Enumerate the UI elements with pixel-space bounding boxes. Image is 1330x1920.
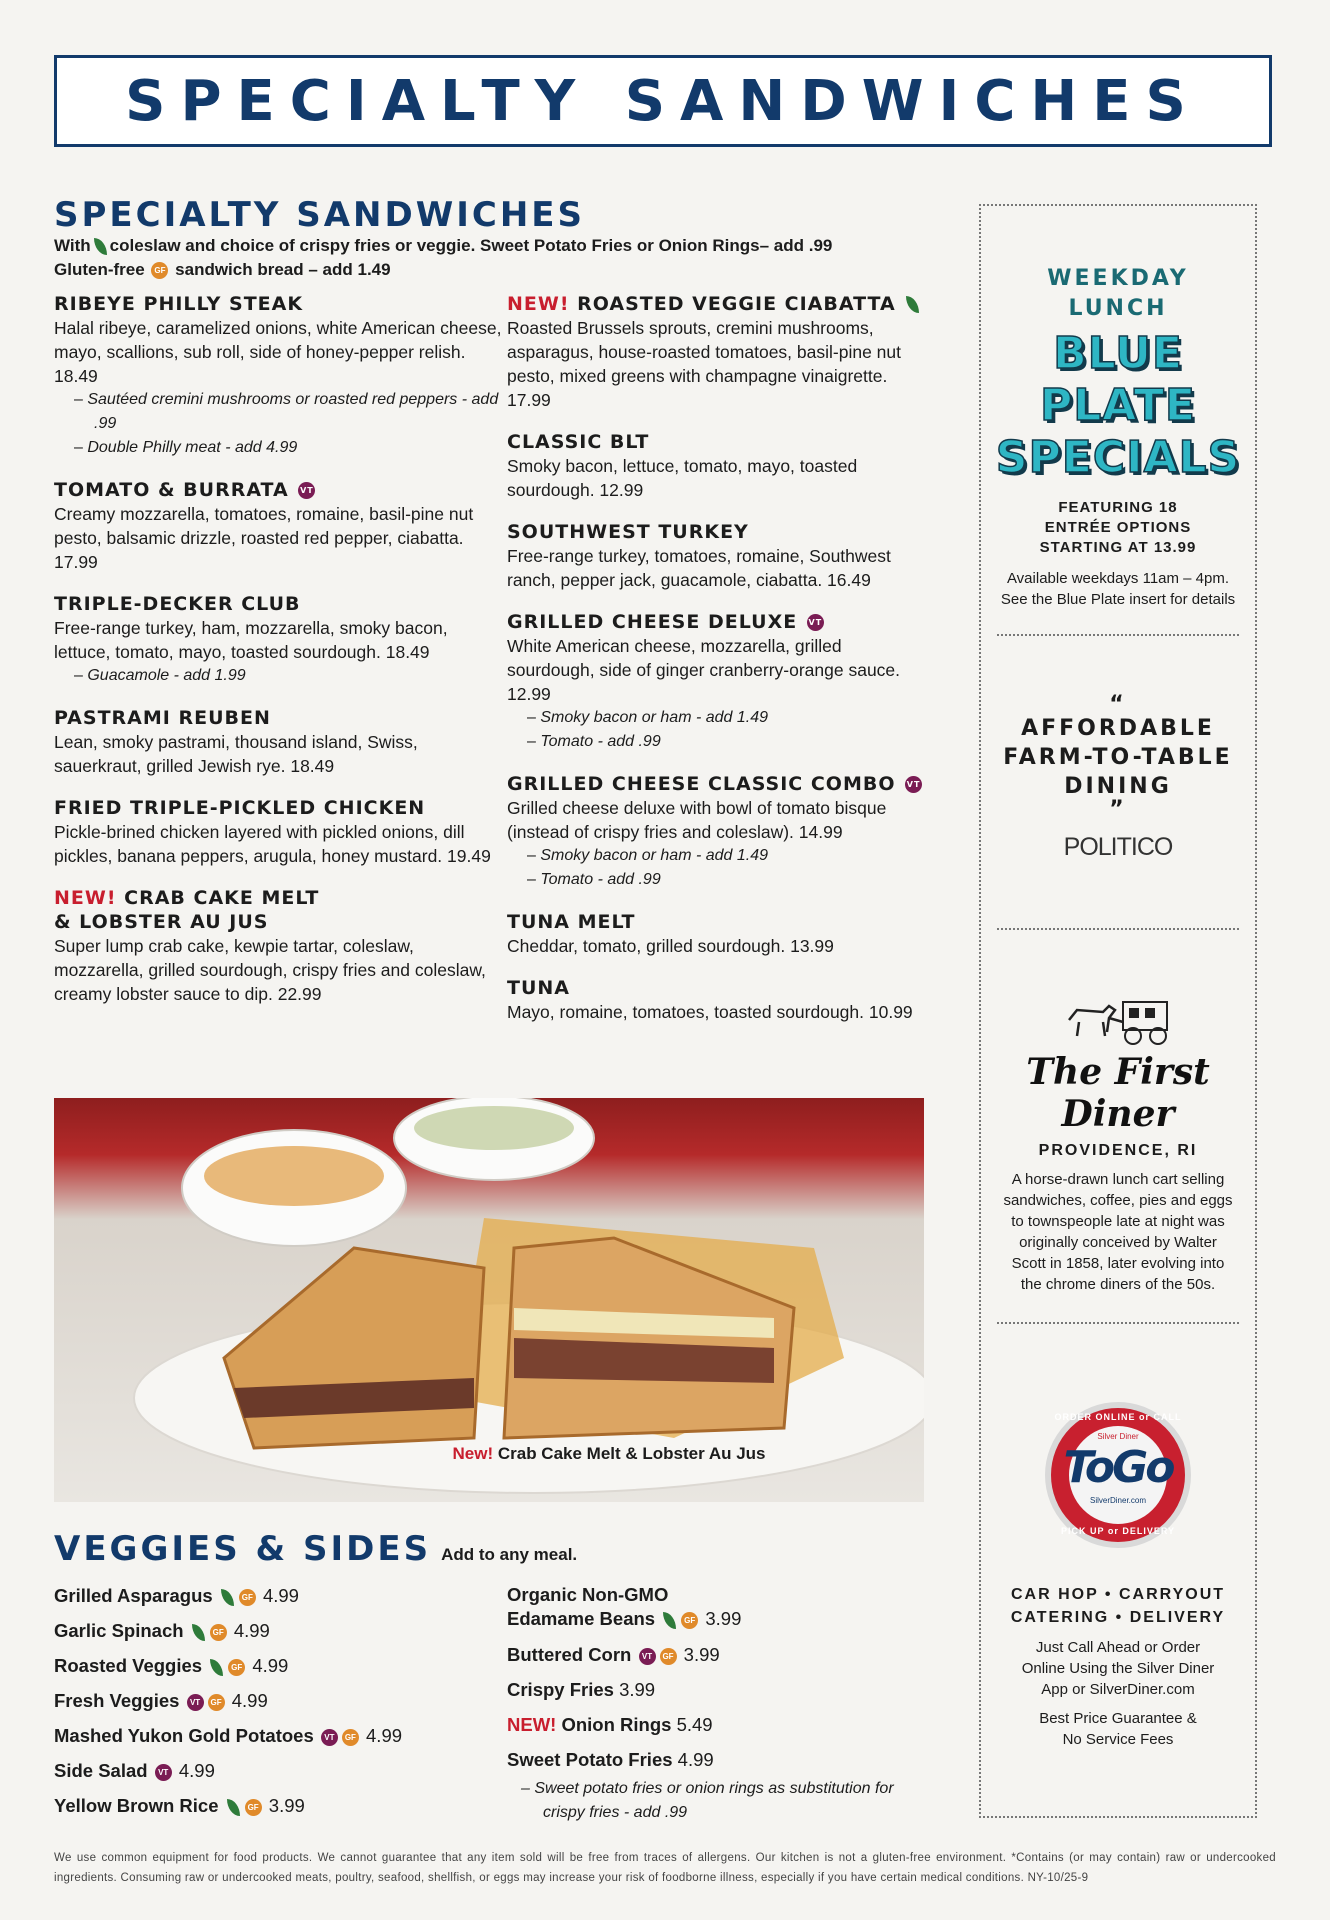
item-name: TOMATO & BURRATA: [54, 479, 289, 501]
menu-item: [54, 478, 507, 574]
quote-text: DINING: [1064, 774, 1172, 799]
side-price: 4.99: [252, 1655, 289, 1676]
quote-panel: [981, 692, 1255, 862]
sandwich-photo-illustration: [54, 1098, 924, 1502]
item-description: Grilled cheese deluxe with bowl of tomato bisque (instead of crispy fries and coleslaw). 14.99: [507, 798, 887, 842]
side-price: 4.99: [262, 1585, 299, 1606]
side-price: 4.99: [677, 1749, 714, 1770]
new-tag: NEW!: [507, 1714, 557, 1735]
item-description: Mayo, romaine, tomatoes, toasted sourdough. 10.99: [507, 1002, 913, 1022]
services-line: CATERING • DELIVERY: [1010, 1609, 1226, 1626]
item-option: – Smoky bacon or ham - add 1.49: [527, 844, 930, 868]
lunch-label: LUNCH: [1068, 296, 1168, 321]
item-option: – Smoky bacon or ham - add 1.49: [527, 706, 930, 730]
togo-logo: [1045, 1402, 1191, 1548]
intro-text: sandwich bread – add 1.49: [175, 260, 391, 279]
horse-cart-icon: [1063, 996, 1173, 1046]
order-text: App or SilverDiner.com: [1041, 1681, 1195, 1698]
togo-ring-text: PICK UP or DELIVERY: [1060, 1526, 1176, 1536]
availability-text: See the Blue Plate insert for details: [1000, 591, 1236, 608]
side-item: [54, 1753, 507, 1788]
side-name: Organic Non-GMO: [507, 1584, 669, 1605]
sidebar: [979, 204, 1257, 1818]
side-price: 4.99: [178, 1760, 215, 1781]
guarantee-text: Best Price Guarantee &: [1039, 1710, 1197, 1727]
divider: [997, 928, 1239, 930]
item-title: [507, 610, 930, 634]
menu-item: [54, 886, 507, 1006]
photo-caption: [54, 1444, 924, 1464]
item-name: SOUTHWEST TURKEY: [507, 521, 749, 543]
side-item: [507, 1637, 930, 1672]
sides-section: [54, 1530, 930, 1825]
section-title: SPECIALTY SANDWICHES: [54, 195, 585, 235]
specialty-section: [54, 196, 930, 1042]
politico-logo: POLITICO: [1063, 833, 1173, 861]
location-label: PROVIDENCE, RI: [1038, 1142, 1198, 1159]
divider: [997, 1322, 1239, 1324]
vegetarian-icon: VT: [187, 1694, 204, 1711]
menu-item: [54, 796, 507, 868]
side-item: [54, 1788, 507, 1823]
side-price: 3.99: [268, 1795, 305, 1816]
menu-item: [507, 976, 930, 1024]
vegan-leaf-icon: [906, 296, 919, 313]
divider: [997, 634, 1239, 636]
side-name: Fresh Veggies: [54, 1690, 180, 1711]
featuring-line: ENTRÉE OPTIONS: [1044, 519, 1192, 536]
side-name: Garlic Spinach: [54, 1620, 184, 1641]
side-name: Onion Rings: [561, 1714, 672, 1735]
sandwich-half-shape: [224, 1248, 484, 1448]
vegetarian-icon: VT: [639, 1648, 656, 1665]
section-title: VEGGIES & SIDES: [54, 1529, 432, 1569]
togo-brand: Silver Diner: [1097, 1432, 1139, 1441]
gluten-free-icon: GF: [228, 1659, 245, 1676]
side-price: 5.49: [676, 1714, 713, 1735]
new-tag: NEW!: [507, 293, 570, 315]
menu-item: [507, 292, 930, 412]
side-item: [54, 1683, 507, 1718]
item-description: Lean, smoky pastrami, thousand island, Swiss, sauerkraut, grilled Jewish rye. 18.49: [54, 732, 418, 776]
side-price: 4.99: [231, 1690, 268, 1711]
item-option: – Tomato - add .99: [527, 730, 930, 754]
side-item: [54, 1718, 507, 1753]
menu-item: [54, 292, 507, 460]
vegan-leaf-icon: [192, 1624, 205, 1641]
side-item: [507, 1707, 930, 1742]
featuring-line: STARTING AT 13.99: [1039, 539, 1197, 556]
menu-item: [507, 772, 930, 892]
menu-item: [507, 910, 930, 958]
item-description: Roasted Brussels sprouts, cremini mushrooms, asparagus, house-roasted tomatoes, basil-pine nut pesto, mixed greens with champagne vinaigrette. 17.99: [507, 318, 901, 410]
vegetarian-icon: VT: [155, 1764, 172, 1781]
order-text: Online Using the Silver Diner: [1021, 1660, 1215, 1677]
item-description: Cheddar, tomato, grilled sourdough. 13.99: [507, 936, 834, 956]
guarantee-text: No Service Fees: [1062, 1731, 1174, 1748]
side-price: 3.99: [683, 1644, 720, 1665]
togo-panel: [981, 1402, 1255, 1750]
side-name: Yellow Brown Rice: [54, 1795, 219, 1816]
item-option: – Guacamole - add 1.99: [74, 664, 507, 688]
item-name: GRILLED CHEESE DELUXE: [507, 611, 798, 633]
menu-item: [507, 430, 930, 502]
item-title: [507, 292, 930, 316]
item-title: [507, 772, 930, 796]
vegetarian-icon: VT: [905, 776, 922, 793]
allergen-disclaimer: We use common equipment for food products. We cannot guarantee that any item sold will be free from traces of allergens. Our kitchen is not a gluten-free environment. *Contains (or may contain) raw or undercooked ingredients. Consuming raw or undercooked meats, poultry, seafood, shellfish, or eggs may increase your risk of foodborne illness, especially if you have certain medical conditions. NY-10/25-9: [54, 1852, 1276, 1884]
gluten-free-icon: GF: [208, 1694, 225, 1711]
vegetarian-icon: VT: [321, 1729, 338, 1746]
section-intro: [54, 234, 930, 282]
item-name: CRAB CAKE MELT: [124, 887, 320, 909]
item-name: GRILLED CHEESE CLASSIC COMBO: [507, 773, 896, 795]
vegan-leaf-icon: [221, 1589, 234, 1606]
side-name: Edamame Beans: [507, 1608, 656, 1629]
quote-text: FARM-TO-TABLE: [1003, 745, 1233, 770]
togo-ring-text: ORDER ONLINE or CALL: [1054, 1412, 1182, 1422]
gluten-free-icon: GF: [210, 1624, 227, 1641]
side-name: Buttered Corn: [507, 1644, 632, 1665]
gluten-free-icon: GF: [239, 1589, 256, 1606]
item-name: & LOBSTER AU JUS: [54, 911, 269, 933]
side-option-text: Sweet potato fries or onion rings as substitution for crispy fries - add .99: [534, 1780, 894, 1821]
side-item: [507, 1742, 930, 1777]
item-description: Smoky bacon, lettuce, tomato, mayo, toasted sourdough. 12.99: [507, 456, 858, 500]
first-diner-title: The First Diner: [1026, 1051, 1210, 1135]
history-text: A horse-drawn lunch cart selling sandwiches, coffee, pies and eggs to townspeople late at night was originally conceived by Walter Scott in 1858, later evolving into the chrome diners of the 50s.: [1003, 1171, 1233, 1293]
item-description: Creamy mozzarella, tomatoes, romaine, basil-pine nut pesto, balsamic drizzle, roasted red pepper, ciabatta. 17.99: [54, 504, 474, 572]
item-title: [54, 886, 507, 934]
services-line: CAR HOP • CARRYOUT: [1010, 1586, 1226, 1603]
quote-close-mark: ”: [1109, 797, 1127, 822]
side-item: [507, 1672, 930, 1707]
item-description: Free-range turkey, ham, mozzarella, smoky bacon, lettuce, tomato, mayo, toasted sourdough. 18.49: [54, 618, 448, 662]
first-diner-panel: [981, 996, 1255, 1295]
side-name: Mashed Yukon Gold Potatoes: [54, 1725, 314, 1746]
quote-open-mark: “: [1109, 692, 1127, 717]
intro-text: With: [54, 236, 91, 255]
vegan-leaf-icon: [663, 1612, 676, 1629]
vegan-leaf-icon: [94, 238, 107, 255]
gluten-free-icon: GF: [342, 1729, 359, 1746]
side-item: [54, 1613, 507, 1648]
side-item: [54, 1578, 507, 1613]
side-item: [54, 1648, 507, 1683]
side-name: Roasted Veggies: [54, 1655, 203, 1676]
gluten-free-icon: GF: [660, 1648, 677, 1665]
side-option: – Sweet potato fries or onion rings as substitution for crispy fries - add .99: [521, 1780, 894, 1821]
gluten-free-icon: GF: [681, 1612, 698, 1629]
item-name: PASTRAMI REUBEN: [54, 707, 271, 729]
item-title: [54, 478, 507, 502]
banner-title: SPECIALTY SANDWICHES: [125, 68, 1201, 134]
item-name: ROASTED VEGGIE CIABATTA: [577, 293, 896, 315]
item-name: TUNA: [507, 977, 570, 999]
new-tag: NEW!: [54, 887, 117, 909]
togo-site: SilverDiner.com: [1089, 1496, 1146, 1505]
gluten-free-icon: GF: [245, 1799, 262, 1816]
gluten-free-icon: GF: [151, 262, 168, 279]
side-name: Side Salad: [54, 1760, 148, 1781]
togo-wordmark: ToGo: [1063, 1442, 1173, 1493]
side-name: Crispy Fries: [507, 1679, 614, 1700]
blue-plate-panel: [981, 264, 1255, 610]
quote-text: AFFORDABLE: [1021, 716, 1215, 741]
side-price: 4.99: [366, 1725, 403, 1746]
featuring-line: FEATURING 18: [1058, 499, 1178, 516]
side-price: 4.99: [233, 1620, 270, 1641]
side-price: 3.99: [705, 1608, 742, 1629]
title-banner: [54, 55, 1272, 147]
vegetarian-icon: VT: [298, 482, 315, 499]
side-name: Grilled Asparagus: [54, 1585, 213, 1606]
caption-text: Crab Cake Melt & Lobster Au Jus: [497, 1444, 766, 1463]
item-name: FRIED TRIPLE-PICKLED CHICKEN: [54, 797, 426, 819]
order-text: Just Call Ahead or Order: [1035, 1639, 1201, 1656]
item-name: CLASSIC BLT: [507, 431, 650, 453]
blue-plate-title: BLUE PLATE: [1040, 328, 1196, 431]
vegetarian-icon: VT: [807, 614, 824, 631]
item-name: TUNA MELT: [507, 911, 636, 933]
item-option: – Sautéed cremini mushrooms or roasted red peppers - add .99: [74, 388, 507, 436]
side-name: Sweet Potato Fries: [507, 1749, 673, 1770]
item-description: Super lump crab cake, kewpie tartar, coleslaw, mozzarella, grilled sourdough, crispy fries and coleslaw, creamy lobster sauce to dip. 22.99: [54, 936, 486, 1004]
item-description: White American cheese, mozzarella, grilled sourdough, side of ginger cranberry-orange sauce. 12.99: [507, 636, 901, 704]
item-description: Free-range turkey, tomatoes, romaine, Southwest ranch, pepper jack, guacamole, ciabatta. 16.49: [507, 546, 891, 590]
item-name: TRIPLE-DECKER CLUB: [54, 593, 301, 615]
item-description: Halal ribeye, caramelized onions, white American cheese, mayo, scallions, sub roll, side of honey-pepper relish. 18.49: [54, 318, 502, 386]
new-tag: New!: [452, 1444, 494, 1463]
intro-text: Gluten-free: [54, 260, 145, 279]
vegan-leaf-icon: [227, 1799, 240, 1816]
item-name: RIBEYE PHILLY STEAK: [54, 293, 304, 315]
bisque-shape: [204, 1146, 384, 1206]
menu-item: [507, 520, 930, 592]
menu-column-right: [507, 292, 930, 1042]
item-description: Pickle-brined chicken layered with pickled onions, dill pickles, banana peppers, arugula, honey mustard. 19.49: [54, 822, 491, 866]
menu-item: [54, 592, 507, 688]
side-price: 3.99: [619, 1679, 656, 1700]
weekday-label: WEEKDAY: [1047, 266, 1189, 291]
menu-item: [507, 610, 930, 754]
menu-column-left: [54, 292, 507, 1042]
menu-item: [54, 706, 507, 778]
sides-column-right: [507, 1578, 930, 1825]
section-subtitle: Add to any meal.: [441, 1545, 578, 1564]
item-option: – Double Philly meat - add 4.99: [74, 436, 507, 460]
vegan-leaf-icon: [210, 1659, 223, 1676]
intro-text: coleslaw and choice of crispy fries or veggie. Sweet Potato Fries or Onion Rings– add .99: [109, 236, 833, 255]
coleslaw-shape: [414, 1106, 574, 1150]
availability-text: Available weekdays 11am – 4pm.: [1006, 570, 1230, 587]
specials-title: SPECIALS: [995, 432, 1241, 483]
item-option: – Tomato - add .99: [527, 868, 930, 892]
side-item: [507, 1578, 930, 1637]
sides-column-left: [54, 1578, 507, 1825]
sandwich-photo: [54, 1098, 924, 1502]
